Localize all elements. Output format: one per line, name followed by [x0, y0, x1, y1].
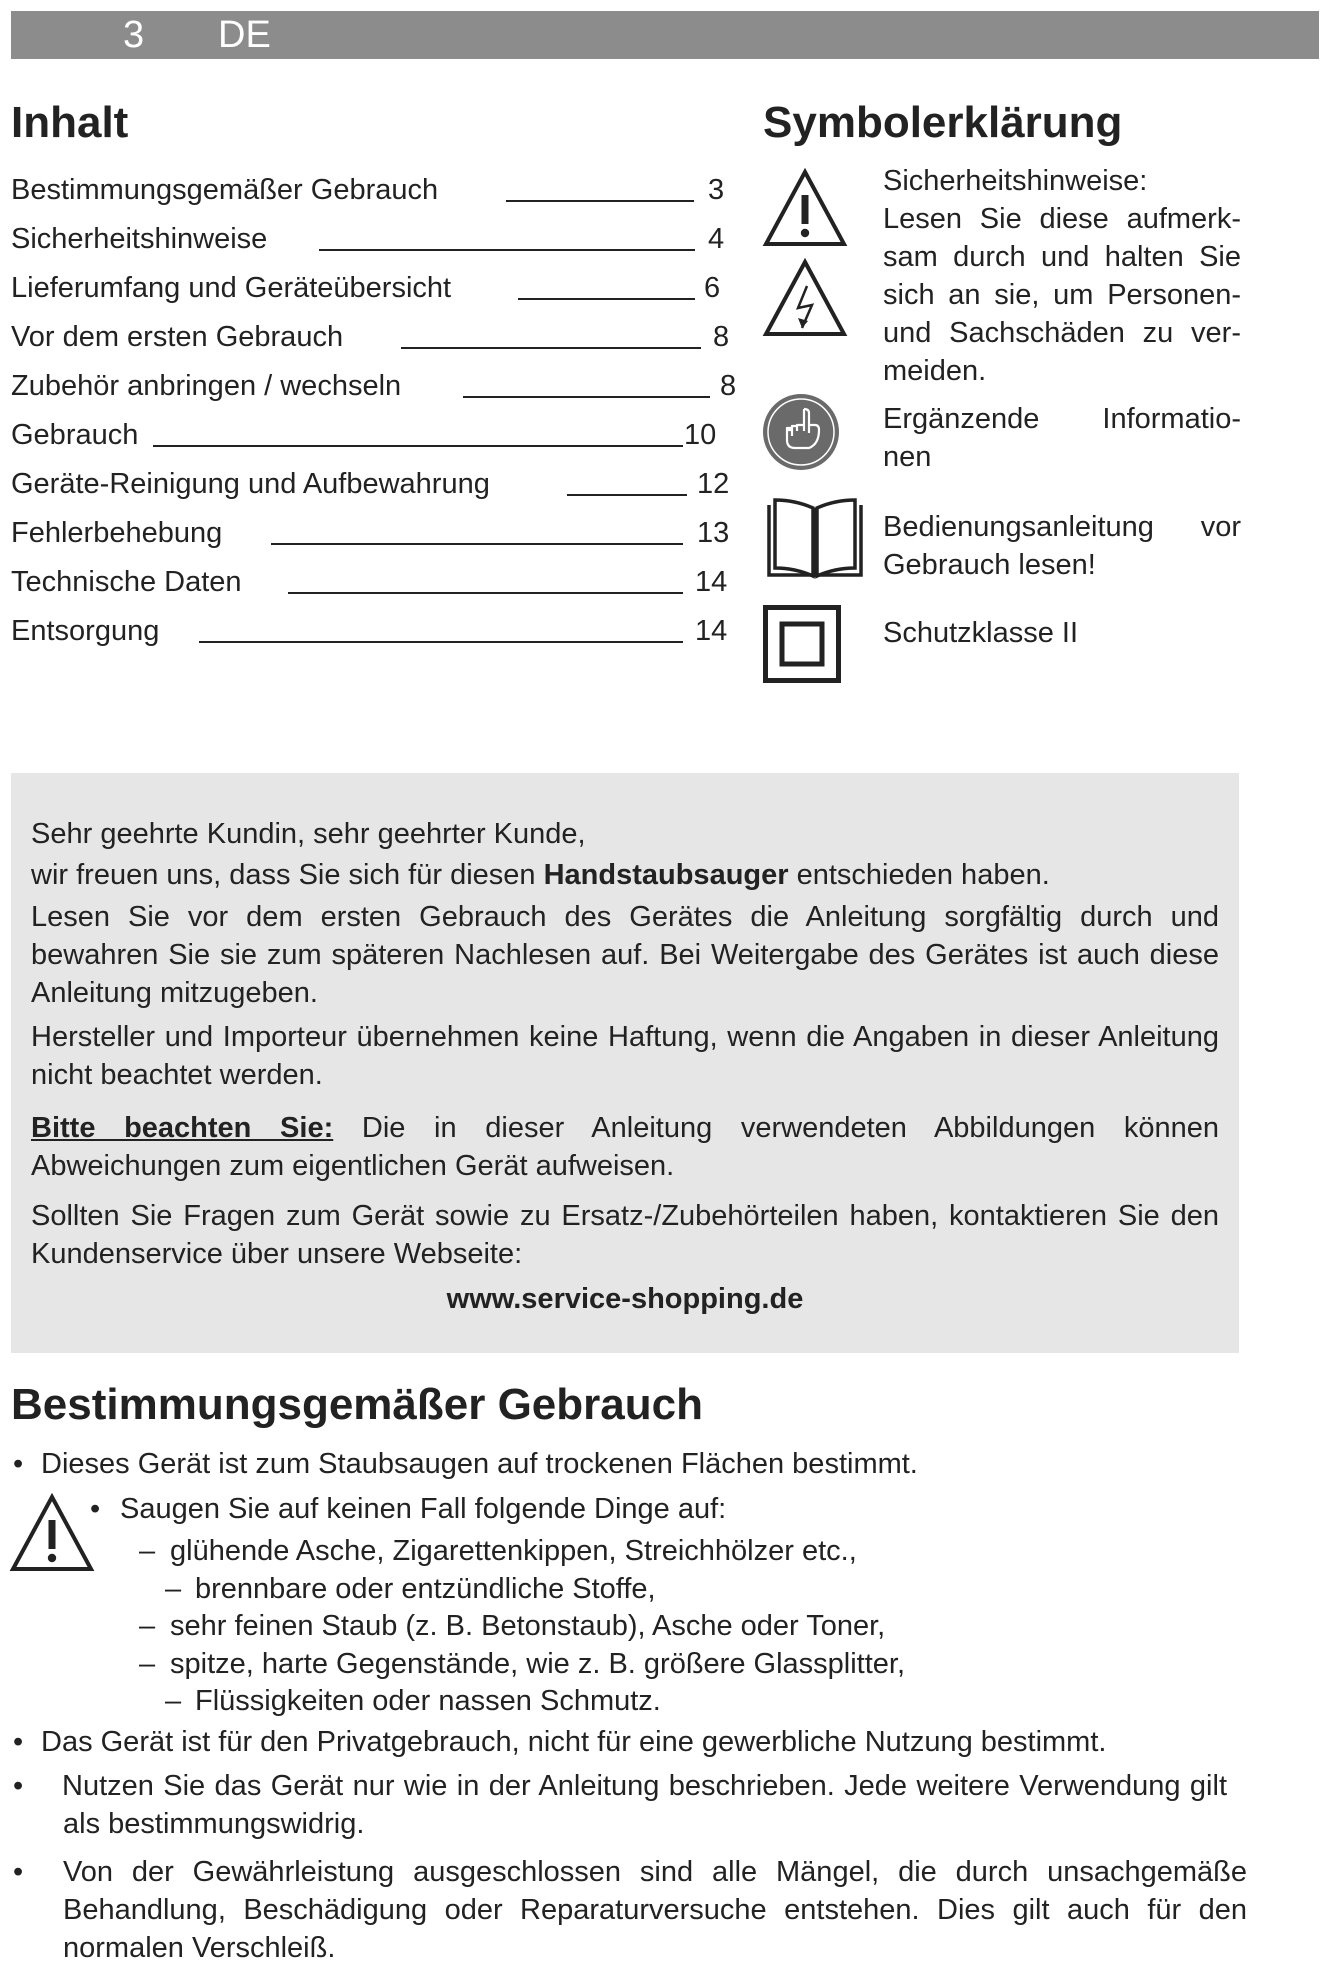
- read-instructions-text: Lesen Sie vor dem ersten Gebrauch des Gerätes die Anleitung sorgfältig durch und bewahren Sie sie zum späteren Nachlesen auf. Bei Weitergabe des Gerätes ist auch diese Anleitung mitzugeben.: [31, 901, 1219, 1009]
- toc-entry-title: Vor dem ersten Gebrauch: [11, 321, 344, 353]
- forbidden-item: glühende Asche, Zigarettenkippen, Streichhölzer etc.,: [170, 1535, 857, 1567]
- toc-entry-page: 10: [684, 419, 717, 451]
- toc-entry-page: 12: [697, 468, 730, 500]
- manual-text-line: Gebrauch lesen!: [883, 549, 1096, 581]
- toc-entry-title: Sicherheitshinweise: [11, 223, 268, 255]
- toc-leader-line: [153, 445, 683, 447]
- thanks-text-start: wir freuen uns, dass Sie sich für diesen: [31, 859, 544, 891]
- website-link[interactable]: www.service-shopping.de: [446, 1283, 804, 1315]
- safety-text-line: sich an sie, um Personen-: [883, 279, 1241, 311]
- dash: –: [165, 1685, 182, 1717]
- bullet-dot: •: [13, 1726, 24, 1758]
- info-text-line: nen: [883, 441, 932, 473]
- toc-entry-page: 6: [704, 272, 721, 304]
- product-name: Handstaubsauger: [543, 859, 789, 891]
- intended-use-bullet: Saugen Sie auf keinen Fall folgende Dinge auf:: [120, 1493, 727, 1525]
- intended-use-title: Bestimmungsgemäßer Gebrauch: [11, 1380, 703, 1429]
- intro-box: [11, 773, 1239, 1353]
- toc-leader-line: [401, 347, 701, 349]
- page-number: 3: [123, 14, 145, 56]
- note-text: [31, 1109, 1219, 1185]
- toc-entry[interactable]: [11, 558, 728, 607]
- thanks-text: [31, 856, 1219, 894]
- bullet-dot: •: [13, 1770, 24, 1802]
- bullet-dot: •: [13, 1448, 24, 1480]
- toc-leader-line: [506, 200, 694, 202]
- class2-symbol-description: Schutzklasse II: [883, 617, 1079, 649]
- toc-entry-page: 8: [720, 370, 737, 402]
- forbidden-item: Flüssigkeiten oder nassen Schmutz.: [195, 1685, 661, 1717]
- toc-entry[interactable]: [11, 215, 725, 264]
- toc-entry[interactable]: [11, 313, 730, 362]
- info-text-line: Ergänzende Informatio-: [883, 403, 1241, 435]
- toc-leader-line: [518, 298, 695, 300]
- electric-warning-icon: [762, 258, 848, 338]
- language-code: DE: [218, 14, 271, 56]
- safety-text-line: Lesen Sie diese aufmerk-: [883, 203, 1241, 235]
- forbidden-item: sehr feinen Staub (z. B. Betonstaub), Asche oder Toner,: [170, 1610, 886, 1642]
- toc-entry-page: 4: [708, 223, 725, 255]
- note-body: Die in dieser Anleitung verwendeten Abbildungen können Abweichungen zum eigentlichen Gerät aufweisen.: [31, 1112, 1219, 1182]
- safety-text-line: Sicherheitshinweise:: [883, 165, 1148, 197]
- toc-entry-title: Technische Daten: [11, 566, 242, 598]
- dash: –: [139, 1648, 156, 1680]
- manual-text-line: Bedienungsanleitung vor: [883, 511, 1241, 543]
- toc-entry-title: Gebrauch: [11, 419, 139, 451]
- symbols-title: Symbolerklärung: [763, 98, 1123, 147]
- safety-text-line: und Sachschäden zu ver-: [883, 317, 1241, 349]
- forbidden-item: brennbare oder entzündliche Stoffe,: [195, 1573, 656, 1605]
- toc-entry-title: Entsorgung: [11, 615, 160, 647]
- bullet-dot: •: [90, 1493, 101, 1525]
- greeting: Sehr geehrte Kundin, sehr geehrter Kunde,: [31, 818, 586, 850]
- thanks-text-end: entschieden haben.: [788, 859, 1050, 891]
- toc-leader-line: [288, 592, 683, 594]
- toc-entry-title: Bestimmungsgemäßer Gebrauch: [11, 174, 439, 206]
- info-symbol-description: [883, 400, 1241, 476]
- note-label: Bitte beachten Sie:: [31, 1112, 334, 1144]
- bullet-dot: •: [13, 1856, 24, 1888]
- manual-symbol-description: [883, 508, 1241, 584]
- toc-leader-line: [271, 543, 683, 545]
- intended-use-bullet: Das Gerät ist für den Privatgebrauch, nicht für eine gewerbliche Nutzung bestimmt.: [41, 1726, 1107, 1758]
- page-header-bar: [11, 11, 1319, 59]
- toc-title: Inhalt: [11, 98, 129, 147]
- toc-entry[interactable]: [11, 460, 730, 509]
- toc-entry-title: Fehlerbehebung: [11, 517, 223, 549]
- warning-triangle-icon: [762, 168, 848, 248]
- double-square-icon: [763, 605, 841, 683]
- toc-entry[interactable]: [11, 166, 725, 215]
- dash: –: [165, 1573, 182, 1605]
- toc-entry-title: Lieferumfang und Geräteübersicht: [11, 272, 452, 304]
- toc-entry[interactable]: [11, 264, 721, 313]
- toc-entry-title: Zubehör anbringen / wechseln: [11, 370, 402, 402]
- toc-entry[interactable]: [11, 509, 730, 558]
- toc-entry[interactable]: [11, 411, 721, 460]
- liability-text: Hersteller und Importeur übernehmen keine Haftung, wenn die Angaben in dieser Anleitung nicht beachtet werden.: [31, 1021, 1219, 1091]
- book-icon: [766, 497, 864, 581]
- toc-leader-line: [319, 249, 695, 251]
- intended-use-bullet: Von der Gewährleistung ausgeschlossen sind alle Mängel, die durch unsachgemäße Behandlung, Beschädigung oder Reparaturversuche entstehen. Dies gilt auch für den normalen Verschleiß.: [63, 1856, 1247, 1964]
- toc-entry-page: 14: [695, 615, 728, 647]
- toc-entry[interactable]: [11, 362, 737, 411]
- toc-entry-title: Geräte-Reinigung und Aufbewahrung: [11, 468, 490, 500]
- forbidden-item: spitze, harte Gegenstände, wie z. B. größere Glassplitter,: [170, 1648, 906, 1680]
- questions-text: Sollten Sie Fragen zum Gerät sowie zu Ersatz-/Zubehörteilen haben, kontaktieren Sie den Kundenservice über unsere Webseite:: [31, 1200, 1219, 1270]
- toc-entry-page: 3: [708, 174, 725, 206]
- warning-triangle-icon: [9, 1493, 95, 1573]
- dash: –: [139, 1535, 156, 1567]
- intended-use-bullet: Nutzen Sie das Gerät nur wie in der Anleitung beschrieben. Jede weitere Verwendung gilt als bestimmungswidrig.: [62, 1770, 1227, 1840]
- toc-entry-page: 8: [713, 321, 730, 353]
- toc-entry[interactable]: [11, 607, 728, 656]
- toc-entry-page: 13: [697, 517, 730, 549]
- hand-pointer-icon: [761, 392, 841, 472]
- safety-text-line: sam durch und halten Sie: [883, 241, 1241, 273]
- toc-leader-line: [567, 494, 687, 496]
- toc-leader-line: [463, 396, 710, 398]
- dash: –: [139, 1610, 156, 1642]
- table-of-contents: [11, 166, 737, 656]
- toc-leader-line: [199, 641, 683, 643]
- safety-symbol-description: [883, 162, 1241, 390]
- intended-use-bullet: Dieses Gerät ist zum Staubsaugen auf trockenen Flächen bestimmt.: [41, 1448, 918, 1480]
- safety-text-line: meiden.: [883, 355, 987, 387]
- toc-entry-page: 14: [695, 566, 728, 598]
